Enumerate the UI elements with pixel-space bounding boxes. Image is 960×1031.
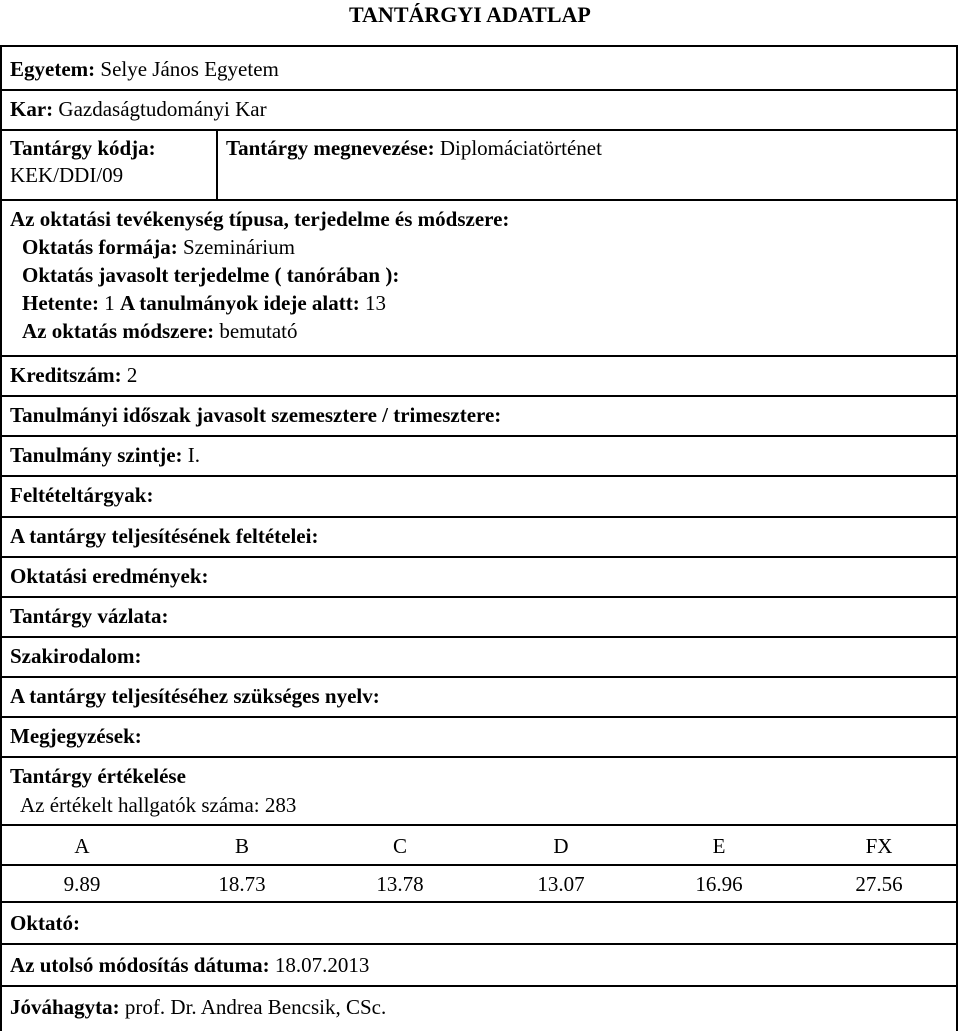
teaching-form-value: Szeminárium (182, 235, 295, 259)
grade-c-header: C (392, 834, 407, 858)
grade-fx-header: FX (865, 834, 893, 858)
approved-row (2, 987, 958, 1031)
teaching-heading: Az oktatási tevékenység típusa, terjedelme és módszere: (10, 207, 510, 231)
grade-e-value: 16.96 (695, 872, 743, 896)
grades-table (2, 824, 958, 903)
teaching-scope-label: Oktatás javasolt terjedelme ( tanórában ): (22, 263, 400, 287)
course-code-label: Tantárgy kódja: (10, 136, 156, 160)
grade-d-value: 13.07 (537, 872, 585, 896)
course-id-row (2, 131, 958, 201)
notes-row (2, 718, 958, 758)
document-title-text: TANTÁRGYI ADATLAP (349, 2, 591, 27)
requirements-row (2, 518, 958, 558)
approved-label: Jóváhagyta: (10, 995, 120, 1019)
prerequisites-row (2, 477, 958, 518)
method-value: bemutató (219, 319, 298, 343)
teacher-label: Oktató: (10, 911, 80, 935)
grade-c-value: 13.78 (376, 872, 424, 896)
grades-top-line (2, 824, 958, 826)
faculty-row (2, 91, 958, 131)
grade-e-header: E (712, 834, 726, 858)
document-title (0, 0, 960, 30)
outline-row (2, 598, 958, 638)
course-id-divider (216, 131, 218, 199)
weekly-value: 1 (104, 291, 115, 315)
course-name-value: Diplomáciatörténet (439, 136, 602, 160)
language-row (2, 678, 958, 718)
approved-value: prof. Dr. Andrea Bencsik, CSc. (124, 995, 387, 1019)
semester-row (2, 397, 958, 437)
method-label: Az oktatás módszere: (22, 319, 215, 343)
grade-b-value: 18.73 (218, 872, 266, 896)
evaluation-heading: Tantárgy értékelése (10, 764, 186, 788)
teacher-row (2, 903, 958, 945)
evaluation-row (2, 758, 958, 903)
grade-b-header: B (234, 834, 249, 858)
last-modified-label: Az utolsó módosítás dátuma: (10, 953, 270, 977)
grade-a-header: A (74, 834, 90, 858)
total-label: A tanulmányok ideje alatt: (119, 291, 360, 315)
prerequisites-label: Feltételtárgyak: (10, 483, 154, 507)
notes-label: Megjegyzések: (10, 724, 142, 748)
grade-d-header: D (553, 834, 569, 858)
course-datasheet (0, 45, 958, 1031)
course-code-value: KEK/DDI/09 (10, 163, 124, 187)
level-row (2, 437, 958, 477)
literature-row (2, 638, 958, 678)
weekly-label: Hetente: (22, 291, 99, 315)
university-row (2, 47, 958, 91)
credits-label: Kreditszám: (10, 363, 122, 387)
university-value: Selye János Egyetem (100, 57, 279, 81)
outcomes-label: Oktatási eredmények: (10, 564, 209, 588)
level-value: I. (187, 443, 201, 467)
grade-fx-value: 27.56 (855, 872, 903, 896)
faculty-label: Kar: (10, 97, 54, 121)
level-label: Tanulmány szintje: (10, 443, 183, 467)
language-label: A tantárgy teljesítéséhez szükséges nyelv: (10, 684, 380, 708)
faculty-value: Gazdaságtudományi Kar (58, 97, 267, 121)
grade-a-value: 9.89 (63, 872, 101, 896)
course-name-label: Tantárgy megnevezése: (226, 136, 435, 160)
evaluated-count: Az értékelt hallgatók száma: 283 (20, 793, 297, 817)
teaching-row (2, 201, 958, 357)
requirements-label: A tantárgy teljesítésének feltételei: (10, 524, 319, 548)
grades-mid-line (2, 864, 958, 866)
university-label: Egyetem: (10, 57, 96, 81)
last-modified-value: 18.07.2013 (274, 953, 370, 977)
credits-value: 2 (126, 363, 138, 387)
outcomes-row (2, 558, 958, 598)
total-value: 13 (364, 291, 386, 315)
literature-label: Szakirodalom: (10, 644, 142, 668)
credits-row (2, 357, 958, 397)
outline-label: Tantárgy vázlata: (10, 604, 169, 628)
last-modified-row (2, 945, 958, 987)
semester-label: Tanulmányi időszak javasolt szemesztere / trimesztere: (10, 403, 502, 427)
teaching-form-label: Oktatás formája: (22, 235, 178, 259)
